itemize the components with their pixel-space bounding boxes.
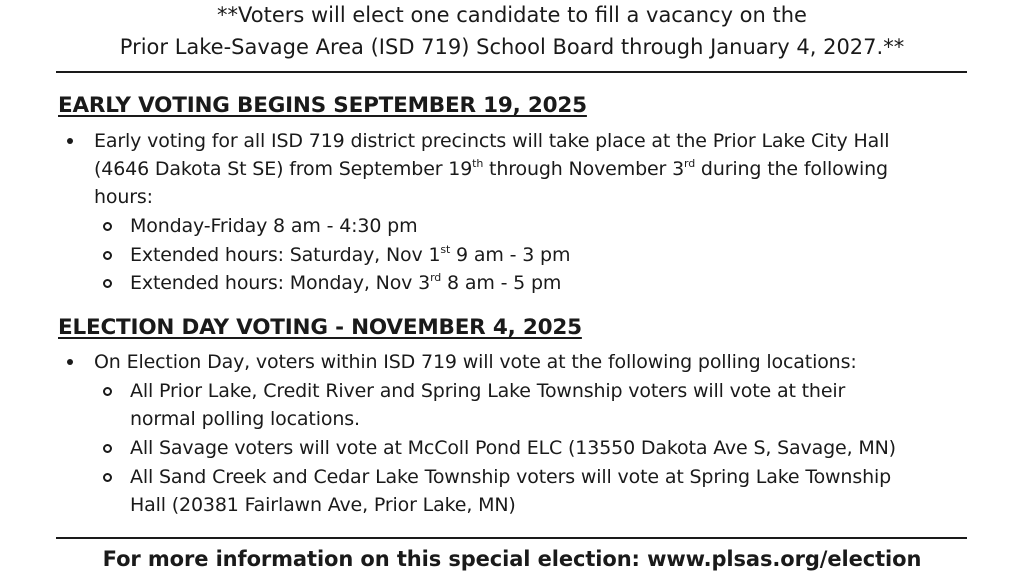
intro-notice <box>0 0 1024 63</box>
intro-line-2: Prior Lake-Savage Area (ISD 719) School Board through January 4, 2027.** <box>119 35 905 59</box>
election-day-heading: ELECTION DAY VOTING - NOVEMBER 4, 2025 <box>58 315 582 340</box>
sub-bullet-circle <box>103 279 112 288</box>
intro-line-1: **Voters will elect one candidate to fill a vacancy on the <box>217 3 807 27</box>
sub-bullet-circle <box>103 444 112 453</box>
early-voting-hours-weekday: Monday-Friday 8 am - 4:30 pm <box>130 215 418 237</box>
bullet-dot <box>67 138 73 144</box>
sub-bullet-circle <box>103 251 112 260</box>
sub-bullet-circle <box>103 473 112 482</box>
bullet-dot <box>67 359 73 365</box>
election-day-location-2: All Savage voters will vote at McColl Pond ELC (13550 Dakota Ave S, Savage, MN) <box>130 437 896 459</box>
election-day-main: On Election Day, voters within ISD 719 will vote at the following polling locations: <box>94 351 857 373</box>
early-voting-hours-saturday: Extended hours: Saturday, Nov 1st 9 am - 3 pm <box>130 243 571 266</box>
sub-bullet-circle <box>103 222 112 231</box>
election-day-location-3-line-2: Hall (20381 Fairlawn Ave, Prior Lake, MN) <box>130 494 516 516</box>
footer-more-info: For more information on this special election: www.plsas.org/election <box>102 547 922 571</box>
sub-bullet-circle <box>103 387 112 396</box>
early-voting-main-line-2: (4646 Dakota St SE) from September 19th through November 3rd during the following <box>94 157 888 180</box>
early-voting-heading: EARLY VOTING BEGINS SEPTEMBER 19, 2025 <box>58 93 587 118</box>
top-divider <box>56 71 967 73</box>
election-day-location-3-line-1: All Sand Creek and Cedar Lake Township voters will vote at Spring Lake Township <box>130 466 892 488</box>
early-voting-hours-monday: Extended hours: Monday, Nov 3rd 8 am - 5 pm <box>130 271 562 294</box>
bottom-divider <box>56 537 967 539</box>
early-voting-main-line-3: hours: <box>94 186 153 208</box>
early-voting-main-line-1: Early voting for all ISD 719 district precincts will take place at the Prior Lake City Hall <box>94 130 890 152</box>
election-day-location-1-line-1: All Prior Lake, Credit River and Spring Lake Township voters will vote at their <box>130 380 846 402</box>
election-day-location-1-line-2: normal polling locations. <box>130 408 360 430</box>
